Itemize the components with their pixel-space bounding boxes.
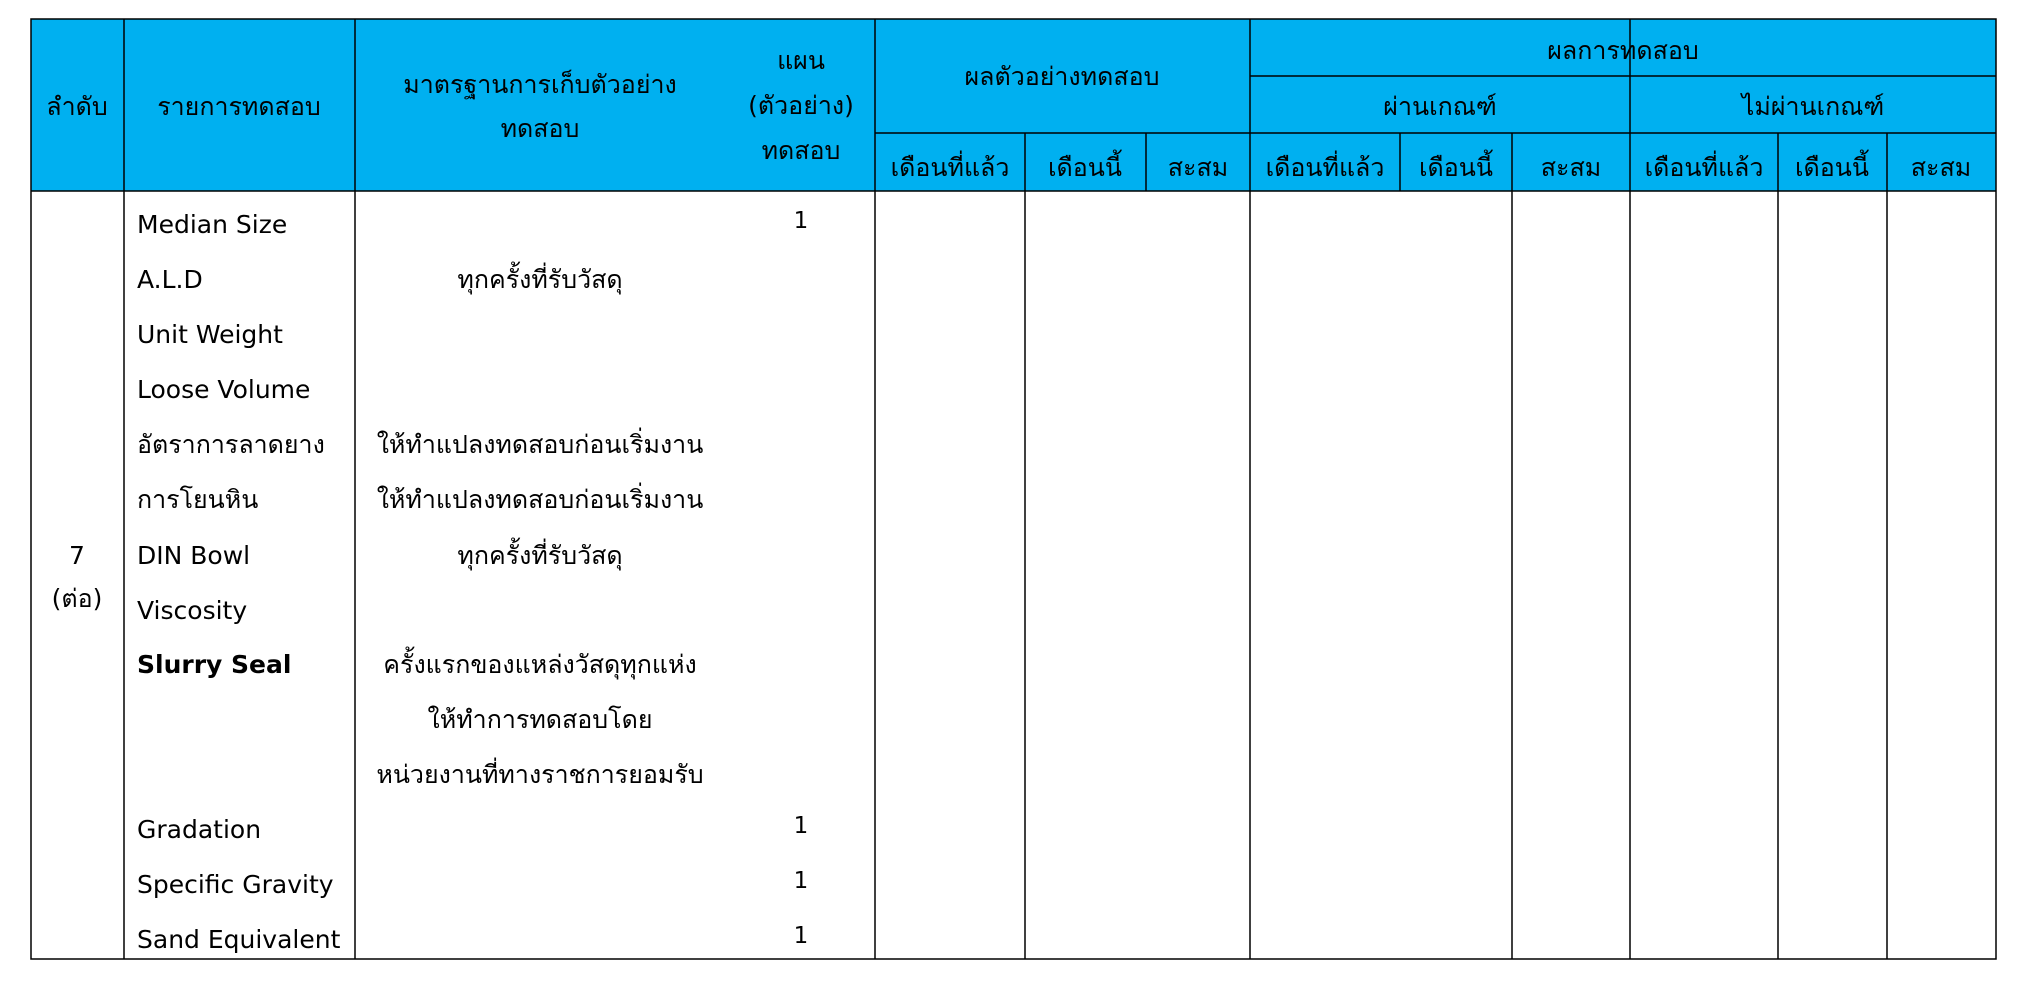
header-pass: ผ่านเกณฑ์: [1383, 92, 1497, 121]
standard-text: ทุกครั้งที่รับวัสดุ: [457, 265, 623, 294]
plan-count: 1: [793, 208, 809, 234]
header-sample-this-month: เดือนนี้: [1048, 153, 1122, 182]
list-item: DIN Bowl: [137, 541, 251, 570]
header-plan-line2: (ตัวอย่าง): [748, 91, 854, 120]
header-test-results: ผลการทดสอบ: [1547, 36, 1699, 65]
plan-count: 1: [793, 813, 809, 839]
plan-count: 1: [793, 868, 809, 894]
header-seq: ลำดับ: [46, 92, 108, 121]
standard-text: ให้ทำแปลงทดสอบก่อนเริ่มงาน: [376, 430, 704, 459]
row-seq-number: 7: [69, 541, 85, 570]
list-item: อัตราการลาดยาง: [137, 430, 325, 459]
list-item: Sand Equivalent: [137, 925, 341, 954]
standard-text: หน่วยงานที่ทางราชการยอมรับ: [376, 760, 704, 789]
header-item: รายการทดสอบ: [157, 92, 321, 121]
standard-text: ให้ทำการทดสอบโดย: [427, 705, 653, 734]
standard-text: ทุกครั้งที่รับวัสดุ: [457, 541, 623, 570]
standard-text: ให้ทำแปลงทดสอบก่อนเริ่มงาน: [376, 485, 704, 514]
list-item: Unit Weight: [137, 320, 283, 349]
header-plan-line1: แผน: [777, 46, 825, 75]
list-item: Specific Gravity: [137, 870, 334, 899]
header-fail: ไม่ผ่านเกณฑ์: [1741, 92, 1885, 121]
list-item: Viscosity: [137, 596, 248, 625]
header-standard-line2: ทดสอบ: [500, 114, 580, 143]
header-fail-prev-month: เดือนที่แล้ว: [1644, 153, 1764, 182]
list-item: การโยนหิน: [137, 485, 259, 514]
list-item: Slurry Seal: [137, 650, 292, 679]
standard-text: ครั้งแรกของแหล่งวัสดุทุกแห่ง: [383, 650, 697, 679]
header-plan-line3: ทดสอบ: [761, 136, 841, 165]
list-item: A.L.D: [137, 265, 203, 294]
plan-count: 1: [793, 923, 809, 949]
header-pass-prev-month: เดือนที่แล้ว: [1265, 153, 1385, 182]
header-sample-prev-month: เดือนที่แล้ว: [890, 153, 1010, 182]
header-fail-cumulative: สะสม: [1910, 153, 1972, 182]
header-pass-cumulative: สะสม: [1540, 153, 1602, 182]
header-fail-this-month: เดือนนี้: [1795, 153, 1869, 182]
header-sample-cumulative: สะสม: [1167, 153, 1229, 182]
header-standard-line1: มาตรฐานการเก็บตัวอย่าง: [403, 70, 677, 99]
list-item: Gradation: [137, 815, 262, 844]
row-seq-continued: (ต่อ): [51, 584, 103, 613]
header-pass-this-month: เดือนนี้: [1419, 153, 1493, 182]
list-item: Median Size: [137, 210, 288, 239]
header-sample-results: ผลตัวอย่างทดสอบ: [964, 62, 1160, 91]
list-item: Loose Volume: [137, 375, 311, 404]
